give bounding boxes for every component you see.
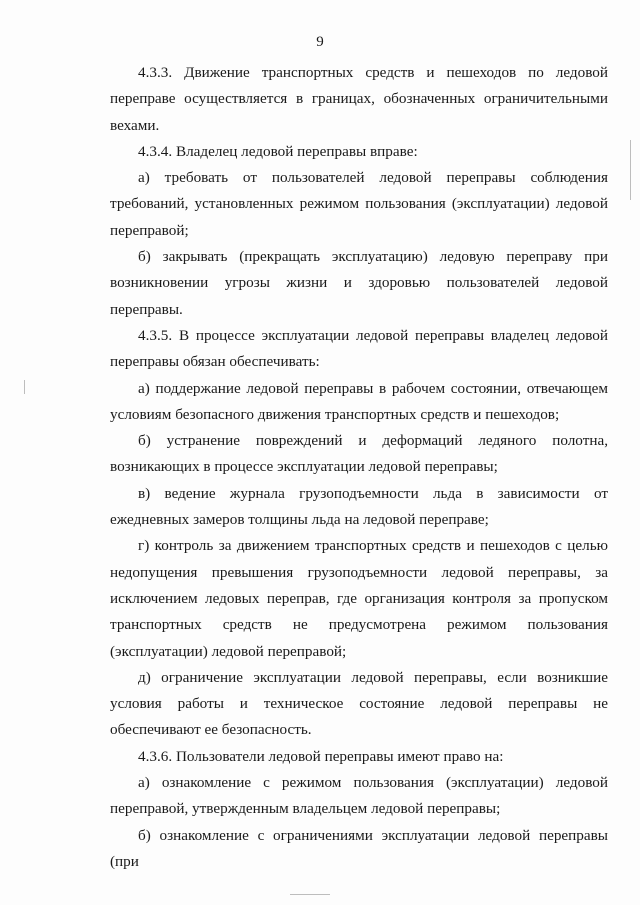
paragraph-4-3-5: 4.3.5. В процессе эксплуатации ледовой переправы владелец ледовой переправы обязан обеспечивать:: [110, 326, 608, 371]
paragraph-4-3-4-b: б) закрывать (прекращать эксплуатацию) ледовую переправу при возникновении угрозы жизни и здоровью пользователей ледовой переправы.: [110, 248, 608, 318]
paragraph-4-3-6-a: а) ознакомление с режимом пользования (эксплуатации) ледовой переправой, утвержденным владельцем ледовой переправы;: [110, 774, 608, 818]
scan-artifact-line: [290, 894, 330, 895]
scan-artifact-line: [630, 140, 631, 200]
paragraph-4-3-6: 4.3.6. Пользователи ледовой переправы имеют право на:: [138, 747, 504, 765]
paragraph-4-3-5-d: д) ограничение эксплуатации ледовой переправы, если возникшие условия работы и техническое состояние ледовой переправы не обеспечивают ее безопасность.: [110, 668, 608, 739]
scan-artifact-line: [24, 380, 25, 394]
paragraph-4-3-3: 4.3.3. Движение транспортных средств и пешеходов по ледовой переправе осуществляется в границах, обозначенных ограничительными вехами.: [110, 64, 608, 134]
paragraph-4-3-6-b: б) ознакомление с ограничениями эксплуатации ледовой переправы (при: [110, 826, 608, 870]
page-number: 9: [316, 34, 324, 50]
paragraph-4-3-5-a: а) поддержание ледовой переправы в рабочем состоянии, отвечающем условиям безопасного движения транспортных средств и пешеходов;: [110, 379, 608, 423]
paragraph-4-3-5-b: б) устранение повреждений и деформаций ледяного полотна, возникающих в процессе эксплуатации ледовой переправы;: [110, 432, 608, 476]
paragraph-4-3-5-g: г) контроль за движением транспортных средств и пешеходов с целью недопущения превышения грузоподъемности ледовой переправы, за исключением ледовых переправ, где организация контроля за пропуском транспортных средств не предусмотрена режимом пользования (эксплуатации) ледовой переправой;: [110, 537, 608, 660]
paragraph-4-3-5-v: в) ведение журнала грузоподъемности льда в зависимости от ежедневных замеров толщины льда на ледовой переправе;: [110, 484, 608, 529]
paragraph-4-3-4: 4.3.4. Владелец ледовой переправы вправе:: [138, 142, 418, 160]
document-body: [110, 60, 608, 875]
paragraph-4-3-4-a: а) требовать от пользователей ледовой переправы соблюдения требований, установленных режимом пользования (эксплуатации) ледовой переправой;: [110, 169, 608, 239]
